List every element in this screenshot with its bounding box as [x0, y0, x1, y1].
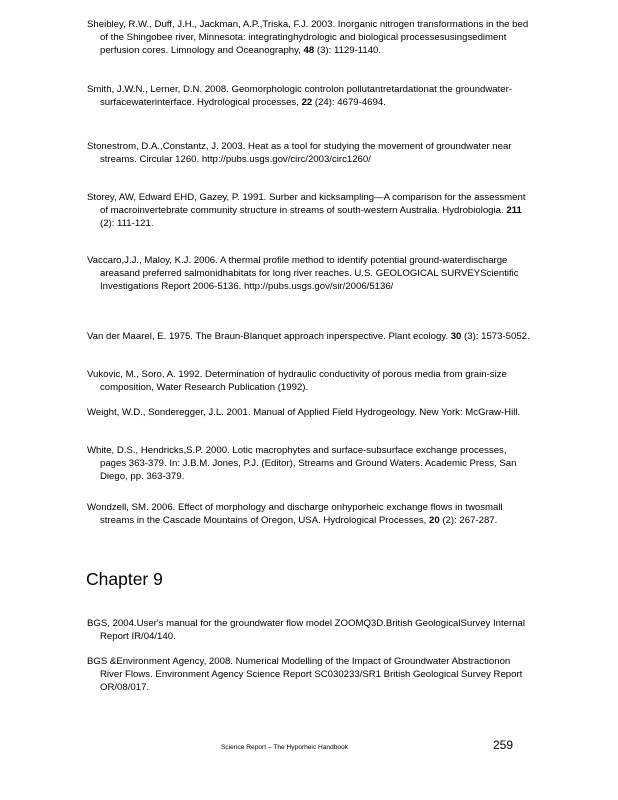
reference-entry: Weight, W.D., Sonderegger, J.L. 2001. Manual of Applied Field Hydrogeology. New York: McGraw-Hill.: [87, 407, 521, 418]
reference-entry: BGS &Environment Agency, 2008. Numerical Modelling of the Impact of Groundwater Abstractionon River Flows. Environment Agency Science Report SC030233/SR1 British Geological Survey Report OR/08/017.: [87, 656, 523, 693]
reference-entry: Vukovic, M., Soro, A. 1992. Determination of hydraulic conductivity of porous media from grain-size composition, Water Research Publication (1992).: [87, 369, 507, 393]
reference-entry: BGS, 2004.User's manual for the groundwater flow model ZOOMQ3D.British GeologicalSurvey Internal Report IR/04/140.: [87, 618, 526, 642]
page-footer-text: Science Report – The Hyporheic Handbook: [221, 744, 349, 751]
reference-entry: Wondzell, SM. 2006. Effect of morphology and discharge onhyporheic exchange flows in twosmall streams in the Cascade Mountains of Oregon, USA. Hydrological Processes, 20 (2): 267-287.: [87, 502, 503, 526]
reference-entry: Van der Maarel, E. 1975. The Braun-Blanquet approach inperspective. Plant ecology. 30 (3): 1573-5052.: [87, 331, 530, 342]
reference-entry: Stonestrom, D.A.,Constantz, J. 2003. Heat as a tool for studying the movement of groundwater near streams. Circular 1260. http://pubs.usgs.gov/circ/2003/circ1260/: [87, 141, 512, 165]
reference-entry: Vaccaro,J.J., Maloy, K.J. 2006. A thermal profile method to identify potential ground-waterdischarge areasand preferred salmonidhabitats for long river reaches. U.S. GEOLOGICAL SURVEYScientific Investigations Report 2006-5136. http://pubs.usgs.gov/sir/2006/5136/: [87, 255, 519, 292]
reference-entry: White, D.S., Hendricks,S.P. 2000. Lotic macrophytes and surface-subsurface exchange processes, pages 363-379. In: J.B.M. Jones, P.J. (Editor), Streams and Ground Waters. Academic Press, San Diego, pp. 363-379.: [87, 445, 517, 482]
reference-entry: Storey, AW, Edward EHD, Gazey, P. 1991. Surber and kicksampling—A comparison for the assessment of macroinvertebrate community structure in streams of south-western Australia. Hydrobiologia. 211 (2): 111-121.: [87, 192, 526, 229]
reference-entry: Smith, J.W.N., Lerner, D.N. 2008. Geomorphologic controlon pollutantretardationat the groundwater-surfacewaterinterface. Hydrological processes, 22 (24): 4679-4694.: [87, 84, 513, 108]
chapter-heading: Chapter 9: [86, 569, 163, 589]
page-number: 259: [493, 738, 514, 752]
reference-entry: Sheibley, R.W., Duff, J.H., Jackman, A.P.,Triska, F.J. 2003. Inorganic nitrogen transformations in the bed of the Shingobee river, Minnesota: integratinghydrologic and biological processesusingsediment perfusion cores. Limnology and Oceanography, 48 (3): 1129-1140.: [87, 19, 529, 56]
